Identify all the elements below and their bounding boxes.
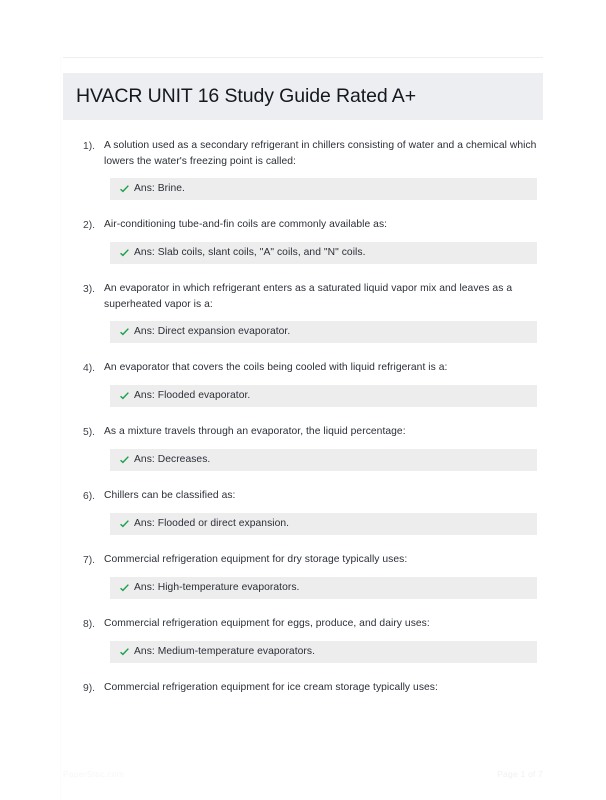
check-mark-icon	[119, 519, 130, 530]
answer-text: Ans: Medium-temperature evaporators.	[134, 645, 315, 657]
answer-text: Ans: Brine.	[134, 182, 185, 194]
question-number: 9).	[82, 682, 95, 694]
question-row	[0, 552, 606, 568]
question-number: 7).	[82, 554, 95, 566]
document-title-band	[63, 73, 543, 120]
answer-box	[110, 513, 537, 535]
check-mark-icon	[119, 184, 130, 195]
question-row	[0, 680, 606, 696]
answer-box	[110, 641, 537, 663]
check-mark-icon	[119, 583, 130, 594]
answer-box	[110, 321, 537, 343]
question-number: 3).	[82, 283, 95, 295]
check-mark-icon	[119, 248, 130, 259]
question-row	[0, 616, 606, 632]
question-text: An evaporator in which refrigerant enters as a saturated liquid vapor mix and leaves as a superheated vapor is a:	[104, 283, 513, 310]
question-number: 6).	[82, 490, 95, 502]
question-text: Commercial refrigeration equipment for ice cream storage typically uses:	[104, 682, 438, 693]
answer-box	[110, 242, 537, 264]
answer-text: Ans: Flooded or direct expansion.	[134, 517, 290, 529]
question-row	[0, 281, 606, 312]
footer-page-number: Page 1 of 7	[497, 769, 543, 779]
qa-item	[0, 552, 606, 599]
check-mark-icon	[119, 327, 130, 338]
qa-item	[0, 281, 606, 343]
question-row	[0, 488, 606, 504]
answer-box	[110, 178, 537, 200]
answer-text: Ans: Flooded evaporator.	[134, 389, 251, 401]
answer-text: Ans: High-temperature evaporators.	[134, 581, 300, 593]
question-answer-list	[0, 138, 606, 713]
question-number: 4).	[82, 362, 95, 374]
question-row	[0, 360, 606, 376]
page-footer	[63, 769, 543, 779]
question-text: As a mixture travels through an evaporator, the liquid percentage:	[104, 426, 406, 437]
question-number: 5).	[82, 426, 95, 438]
question-row	[0, 138, 606, 169]
question-number: 2).	[82, 219, 95, 231]
qa-item	[0, 217, 606, 264]
qa-item	[0, 360, 606, 407]
check-mark-icon	[119, 391, 130, 402]
qa-item	[0, 616, 606, 663]
header-divider	[63, 57, 543, 58]
answer-text: Ans: Direct expansion evaporator.	[134, 325, 291, 337]
question-text: Commercial refrigeration equipment for eggs, produce, and dairy uses:	[104, 618, 430, 629]
question-row	[0, 217, 606, 233]
footer-watermark: PaperStoc.com	[63, 769, 124, 779]
question-number: 1).	[82, 140, 95, 152]
question-text: An evaporator that covers the coils being cooled with liquid refrigerant is a:	[104, 362, 448, 373]
check-mark-icon	[119, 455, 130, 466]
answer-text: Ans: Slab coils, slant coils, "A" coils, and "N" coils.	[134, 246, 366, 258]
question-number: 8).	[82, 618, 95, 630]
question-text: A solution used as a secondary refrigerant in chillers consisting of water and a chemical which lowers the water's freezing point is called:	[104, 140, 537, 167]
answer-text: Ans: Decreases.	[134, 453, 211, 465]
qa-item	[0, 488, 606, 535]
question-row	[0, 424, 606, 440]
qa-item	[0, 424, 606, 471]
page-title: HVACR UNIT 16 Study Guide Rated A+	[76, 84, 417, 107]
question-text: Air-conditioning tube-and-fin coils are commonly available as:	[104, 219, 388, 230]
check-mark-icon	[119, 647, 130, 658]
question-text: Commercial refrigeration equipment for dry storage typically uses:	[104, 554, 408, 565]
answer-box	[110, 577, 537, 599]
question-text: Chillers can be classified as:	[104, 490, 236, 501]
answer-box	[110, 449, 537, 471]
qa-item	[0, 680, 606, 696]
answer-box	[110, 385, 537, 407]
qa-item	[0, 138, 606, 200]
